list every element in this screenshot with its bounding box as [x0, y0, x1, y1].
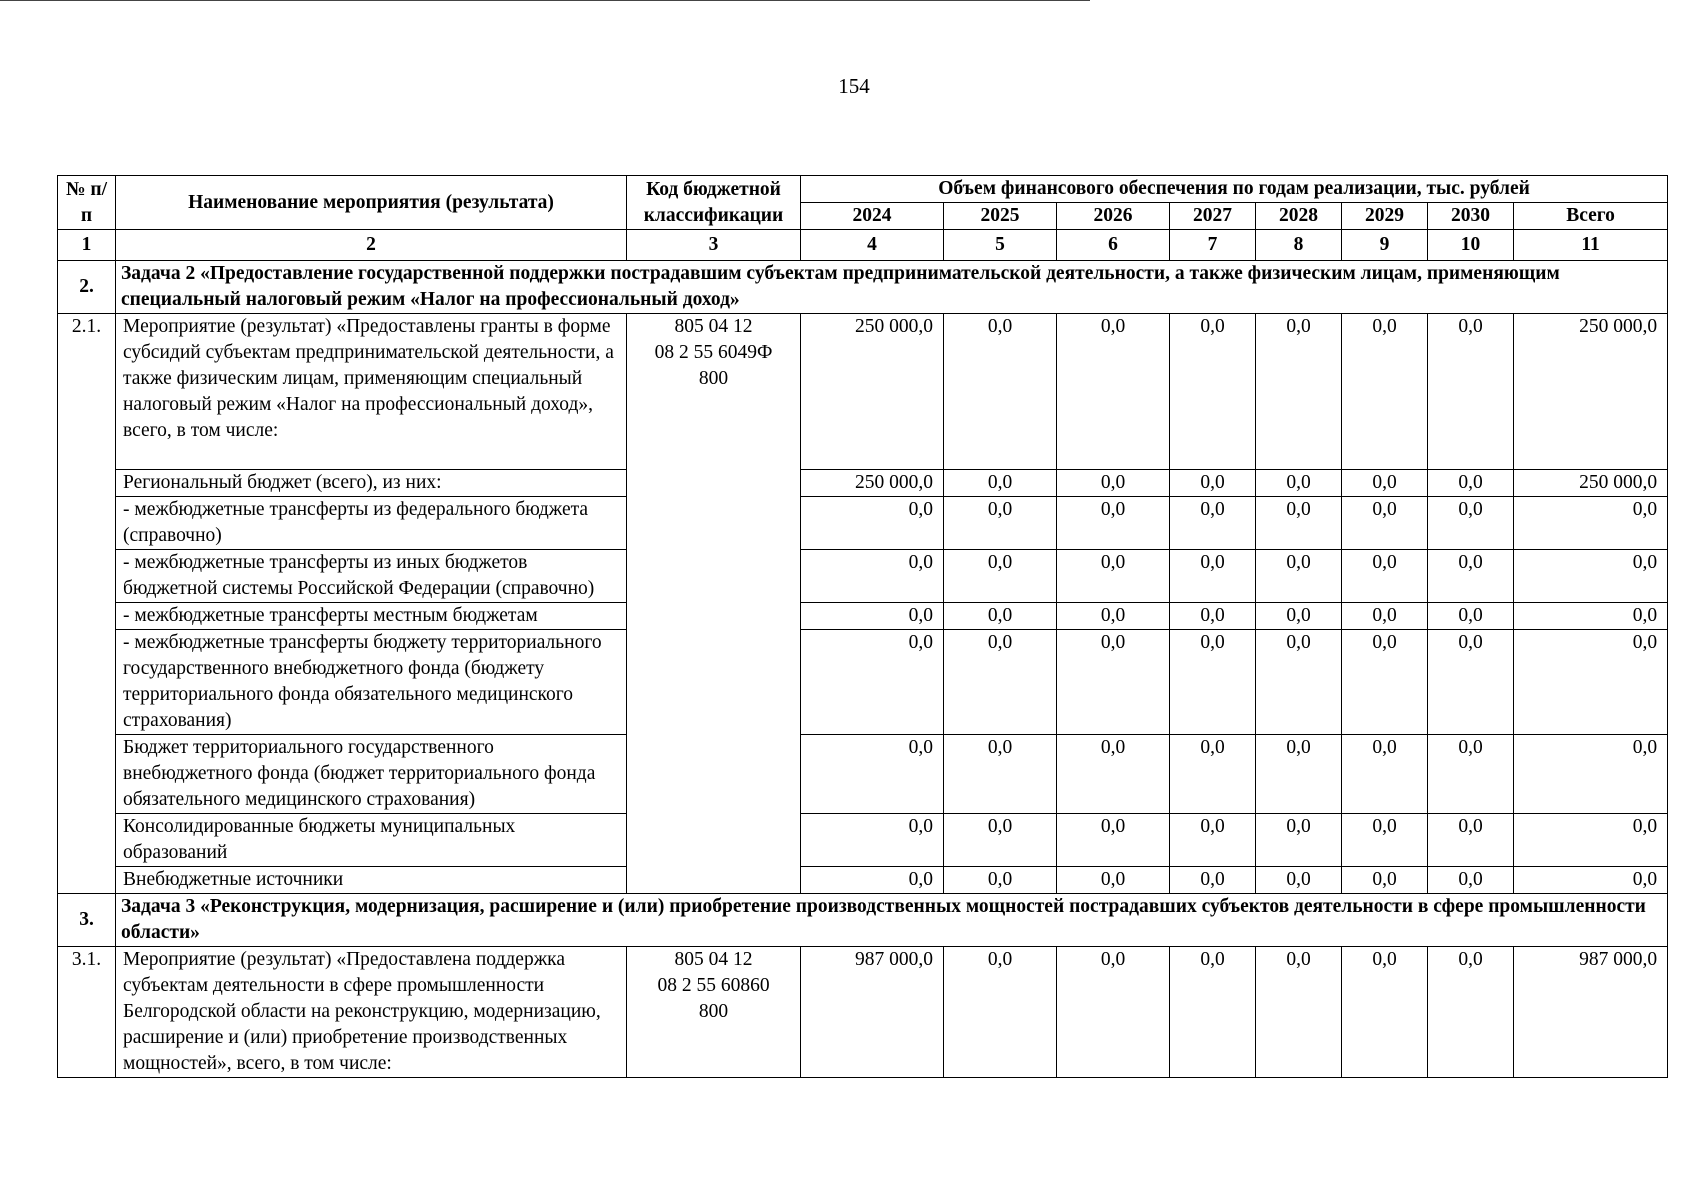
- task-number: 2.: [58, 261, 116, 314]
- total-cell: 0,0: [1514, 735, 1668, 814]
- task-row: [58, 261, 1668, 314]
- value-cell: 0,0: [1170, 497, 1256, 550]
- header-total: Всего: [1514, 203, 1668, 230]
- value-cell: 987 000,0: [801, 947, 944, 1078]
- value-cell: 250 000,0: [801, 314, 944, 470]
- budget-code-line: 800: [698, 368, 729, 389]
- header-year: 2028: [1256, 203, 1342, 230]
- value-cell: 0,0: [1428, 630, 1514, 735]
- table-row: [58, 630, 1668, 735]
- value-cell: 0,0: [1057, 735, 1170, 814]
- value-cell: 0,0: [1170, 867, 1256, 894]
- value-cell: 0,0: [801, 603, 944, 630]
- row-label: Мероприятие (результат) «Предоставлена поддержка субъектам деятельности в сфере промышленности Белгородской области на реконструкцию, модернизацию, расширение и (или) приобретение производственных мощностей», всего, в том числе:: [116, 947, 627, 1078]
- column-number: 8: [1256, 230, 1342, 261]
- row-label: Внебюджетные источники: [116, 867, 627, 894]
- total-cell: 0,0: [1514, 814, 1668, 867]
- value-cell: 0,0: [1256, 314, 1342, 470]
- value-cell: 0,0: [801, 497, 944, 550]
- column-number: 2: [116, 230, 627, 261]
- value-cell: 0,0: [944, 630, 1057, 735]
- value-cell: 0,0: [1256, 867, 1342, 894]
- task-title: Задача 3 «Реконструкция, модернизация, расширение и (или) приобретение производственных мощностей пострадавших субъектов деятельности в сфере промышленности области»: [116, 894, 1668, 947]
- financing-table: [57, 175, 1668, 1078]
- column-number: 4: [801, 230, 944, 261]
- header-year: 2026: [1057, 203, 1170, 230]
- total-cell: 0,0: [1514, 630, 1668, 735]
- value-cell: 0,0: [1256, 814, 1342, 867]
- value-cell: 0,0: [1256, 470, 1342, 497]
- value-cell: 0,0: [1256, 735, 1342, 814]
- task-row: [58, 894, 1668, 947]
- value-cell: 0,0: [1428, 550, 1514, 603]
- budget-code: [627, 947, 801, 1078]
- value-cell: 0,0: [801, 735, 944, 814]
- value-cell: 0,0: [944, 497, 1057, 550]
- total-cell: 250 000,0: [1514, 314, 1668, 470]
- column-number: 5: [944, 230, 1057, 261]
- value-cell: 0,0: [1428, 814, 1514, 867]
- value-cell: 0,0: [1428, 735, 1514, 814]
- table-row: [58, 603, 1668, 630]
- value-cell: 0,0: [1170, 630, 1256, 735]
- value-cell: 0,0: [1342, 735, 1428, 814]
- value-cell: 0,0: [944, 314, 1057, 470]
- page-number: 154: [838, 74, 870, 98]
- total-cell: 987 000,0: [1514, 947, 1668, 1078]
- header-year: 2029: [1342, 203, 1428, 230]
- task-title: Задача 2 «Предоставление государственной поддержки пострадавшим субъектам предпринимательской деятельности, а также физическим лицам, применяющим специальный налоговый режим «Налог на профессиональный доход»: [116, 261, 1668, 314]
- value-cell: 0,0: [801, 550, 944, 603]
- value-cell: 0,0: [1342, 550, 1428, 603]
- column-number: 7: [1170, 230, 1256, 261]
- task-number: 3.: [58, 894, 116, 947]
- row-label: Мероприятие (результат) «Предоставлены гранты в форме субсидий субъектам предпринимательской деятельности, а также физическим лицам, применяющим специальный налоговый режим «Налог на профессиональный доход», всего, в том числе:: [116, 314, 627, 470]
- header-year: 2027: [1170, 203, 1256, 230]
- value-cell: 0,0: [801, 867, 944, 894]
- total-cell: 250 000,0: [1514, 470, 1668, 497]
- column-number: 11: [1514, 230, 1668, 261]
- value-cell: 0,0: [1256, 603, 1342, 630]
- row-label: Консолидированные бюджеты муниципальных образований: [116, 814, 627, 867]
- budget-code: [627, 314, 801, 894]
- row-label: - межбюджетные трансферты бюджету территориального государственного внебюджетного фонда (бюджету территориального фонда обязательного медицинского страхования): [116, 630, 627, 735]
- value-cell: 0,0: [1428, 314, 1514, 470]
- item-number: 2.1.: [58, 314, 116, 894]
- value-cell: 0,0: [801, 814, 944, 867]
- value-cell: 0,0: [1170, 814, 1256, 867]
- value-cell: 0,0: [1342, 630, 1428, 735]
- budget-code-line: 08 2 55 60860: [657, 975, 770, 996]
- value-cell: 0,0: [944, 470, 1057, 497]
- value-cell: 0,0: [944, 735, 1057, 814]
- value-cell: 0,0: [1256, 947, 1342, 1078]
- value-cell: 0,0: [801, 630, 944, 735]
- value-cell: 0,0: [944, 603, 1057, 630]
- table-row: [58, 867, 1668, 894]
- value-cell: 0,0: [1057, 947, 1170, 1078]
- value-cell: 0,0: [1428, 470, 1514, 497]
- total-cell: 0,0: [1514, 550, 1668, 603]
- table-row: [58, 470, 1668, 497]
- row-label: - межбюджетные трансферты из иных бюджетов бюджетной системы Российской Федерации (справочно): [116, 550, 627, 603]
- value-cell: 0,0: [1170, 314, 1256, 470]
- total-cell: 0,0: [1514, 603, 1668, 630]
- value-cell: 0,0: [1057, 867, 1170, 894]
- table-row: [58, 735, 1668, 814]
- value-cell: 0,0: [1428, 947, 1514, 1078]
- value-cell: 0,0: [1057, 497, 1170, 550]
- value-cell: 0,0: [1342, 814, 1428, 867]
- value-cell: 0,0: [1342, 470, 1428, 497]
- value-cell: 0,0: [944, 550, 1057, 603]
- header-code: Код бюджетной классификации: [627, 176, 801, 230]
- column-number: 6: [1057, 230, 1170, 261]
- value-cell: 0,0: [1428, 867, 1514, 894]
- row-label: Бюджет территориального государственного внебюджетного фонда (бюджет территориального фонда обязательного медицинского страхования): [116, 735, 627, 814]
- header-year: 2030: [1428, 203, 1514, 230]
- column-numbers-row: [58, 230, 1668, 261]
- value-cell: 250 000,0: [801, 470, 944, 497]
- header-num: № п/п: [58, 176, 116, 230]
- row-label: - межбюджетные трансферты местным бюджетам: [116, 603, 627, 630]
- value-cell: 0,0: [1256, 550, 1342, 603]
- table-row: [58, 497, 1668, 550]
- value-cell: 0,0: [1057, 550, 1170, 603]
- total-cell: 0,0: [1514, 867, 1668, 894]
- table-header: [58, 176, 1668, 261]
- value-cell: 0,0: [1428, 497, 1514, 550]
- header-name: Наименование мероприятия (результата): [116, 176, 627, 230]
- value-cell: 0,0: [1170, 470, 1256, 497]
- value-cell: 0,0: [1342, 947, 1428, 1078]
- value-cell: 0,0: [1256, 497, 1342, 550]
- column-number: 10: [1428, 230, 1514, 261]
- value-cell: 0,0: [1342, 867, 1428, 894]
- header-volume: Объем финансового обеспечения по годам реализации, тыс. рублей: [801, 176, 1668, 203]
- total-cell: 0,0: [1514, 497, 1668, 550]
- value-cell: 0,0: [1057, 630, 1170, 735]
- scan-edge-line: [0, 0, 1090, 1]
- value-cell: 0,0: [1057, 470, 1170, 497]
- table-row: [58, 814, 1668, 867]
- column-number: 1: [58, 230, 116, 261]
- value-cell: 0,0: [1170, 603, 1256, 630]
- table-row: [58, 314, 1668, 470]
- budget-code-line: 805 04 12: [674, 949, 753, 970]
- value-cell: 0,0: [1057, 314, 1170, 470]
- value-cell: 0,0: [944, 814, 1057, 867]
- table-row: [58, 550, 1668, 603]
- value-cell: 0,0: [1170, 735, 1256, 814]
- value-cell: 0,0: [1428, 603, 1514, 630]
- column-number: 9: [1342, 230, 1428, 261]
- value-cell: 0,0: [1057, 814, 1170, 867]
- value-cell: 0,0: [944, 867, 1057, 894]
- header-year: 2024: [801, 203, 944, 230]
- value-cell: 0,0: [1342, 603, 1428, 630]
- row-label: Региональный бюджет (всего), из них:: [116, 470, 627, 497]
- value-cell: 0,0: [1170, 550, 1256, 603]
- value-cell: 0,0: [1256, 630, 1342, 735]
- value-cell: 0,0: [944, 947, 1057, 1078]
- row-label: - межбюджетные трансферты из федерального бюджета (справочно): [116, 497, 627, 550]
- value-cell: 0,0: [1342, 314, 1428, 470]
- value-cell: 0,0: [1170, 947, 1256, 1078]
- budget-code-line: 08 2 55 6049Ф: [654, 342, 773, 363]
- budget-code-line: 800: [698, 1001, 729, 1022]
- header-year: 2025: [944, 203, 1057, 230]
- item-number: 3.1.: [58, 947, 116, 1078]
- column-number: 3: [627, 230, 801, 261]
- value-cell: 0,0: [1342, 497, 1428, 550]
- budget-code-line: 805 04 12: [674, 316, 753, 337]
- table-row: [58, 947, 1668, 1078]
- value-cell: 0,0: [1057, 603, 1170, 630]
